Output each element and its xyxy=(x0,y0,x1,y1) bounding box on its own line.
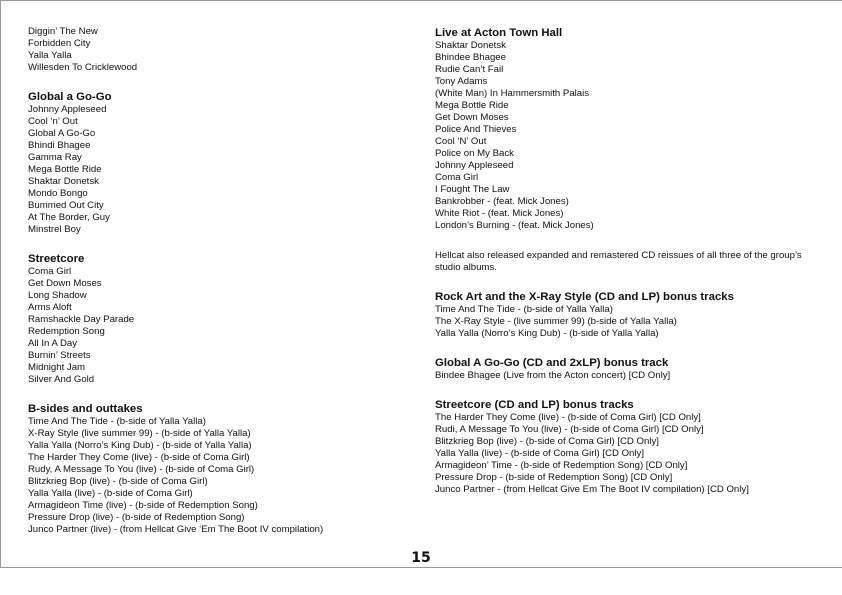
section-heading: Global A Go-Go (CD and 2xLP) bonus track xyxy=(435,357,669,369)
track-item: Midnight Jam xyxy=(28,362,86,373)
track-item: (White Man) In Hammersmith Palais xyxy=(435,88,590,99)
track-item: Blitzkrieg Bop (live) - (b-side of Coma Girl) xyxy=(28,476,208,487)
track-item: Armagideon’ Time - (b-side of Redemption Song) [CD Only] xyxy=(435,460,688,471)
track-section xyxy=(435,356,830,382)
track-list xyxy=(435,304,830,340)
track-section xyxy=(435,398,830,496)
track-item: Johnny Appleseed xyxy=(28,104,107,115)
track-list xyxy=(435,370,830,382)
track-item: Time And The Tide - (b-side of Yalla Yalla) xyxy=(28,416,206,427)
track-item: The X-Ray Style - (live summer 99) (b-side of Yalla Yalla) xyxy=(435,316,677,327)
track-list xyxy=(435,412,830,496)
track-list xyxy=(28,416,423,536)
track-list xyxy=(435,40,830,232)
left-sections xyxy=(28,90,423,536)
track-item: Bhindee Bhagee xyxy=(435,52,506,63)
track-item: Rudi, A Message To You (live) - (b-side of Coma Girl) [CD Only] xyxy=(435,424,704,435)
track-item: At The Border, Guy xyxy=(28,212,110,223)
track-item: Bindee Bhagee (Live from the Acton concert) [CD Only] xyxy=(435,370,671,381)
track-item: Time And The Tide - (b-side of Yalla Yalla) xyxy=(435,304,613,315)
left-column xyxy=(28,26,423,536)
track-item: Mondo Bongo xyxy=(28,188,88,199)
track-item: Pressure Drop (live) - (b-side of Redemption Song) xyxy=(28,512,245,523)
track-item: Redemption Song xyxy=(28,326,105,337)
track-item: Diggin’ The New xyxy=(28,26,98,37)
track-item: Gamma Ray xyxy=(28,152,82,163)
track-item: Yalla Yalla (live) - (b-side of Coma Girl) [CD Only] xyxy=(435,448,644,459)
track-item: Yalla Yalla (Norro’s King Dub) - (b-side of Yalla Yalla) xyxy=(435,328,659,339)
track-item: Yalla Yalla (live) - (b-side of Coma Girl) xyxy=(28,488,193,499)
track-item: Johnny Appleseed xyxy=(435,160,514,171)
track-item: Pressure Drop - (b-side of Redemption Song) [CD Only] xyxy=(435,472,673,483)
track-item: Minstrel Boy xyxy=(28,224,81,235)
track-item: Junco Partner (live) - (from Hellcat Give ‘Em The Boot IV compilation) xyxy=(28,524,324,535)
section-heading: Rock Art and the X-Ray Style (CD and LP) bonus tracks xyxy=(435,291,734,303)
track-item: Yalla Yalla xyxy=(28,50,72,61)
track-item: Cool ‘N’ Out xyxy=(435,136,487,147)
track-item: Tony Adams xyxy=(435,76,488,87)
page-number: 15 xyxy=(411,550,431,566)
track-item: Ramshackle Day Parade xyxy=(28,314,135,325)
track-item: Coma Girl xyxy=(28,266,72,277)
section-heading: Global a Go-Go xyxy=(28,91,112,103)
track-item: Junco Partner - (from Hellcat Give Em The Boot IV compilation) [CD Only] xyxy=(435,484,749,495)
track-item: Long Shadow xyxy=(28,290,87,301)
track-item: Bankrobber - (feat. Mick Jones) xyxy=(435,196,569,207)
track-list xyxy=(28,266,423,386)
track-item: London’s Burning - (feat. Mick Jones) xyxy=(435,220,594,231)
track-item: Forbidden City xyxy=(28,38,91,49)
live-section xyxy=(435,26,830,232)
track-section xyxy=(435,290,830,340)
track-section xyxy=(28,402,423,536)
section-heading: Streetcore xyxy=(28,253,85,265)
track-item: The Harder They Come (live) - (b-side of Coma Girl) xyxy=(28,452,250,463)
track-item: Burnin’ Streets xyxy=(28,350,91,361)
track-item: Shaktar Donetsk xyxy=(435,40,506,51)
track-item: Rudie Can’t Fail xyxy=(435,64,504,75)
track-item: Bhindi Bhagee xyxy=(28,140,91,151)
track-list xyxy=(28,104,423,236)
right-column xyxy=(435,26,830,496)
track-section xyxy=(28,252,423,386)
reissue-note: Hellcat also released expanded and remastered CD reissues of all three of the group’s studio albums. xyxy=(435,250,802,273)
track-item: Silver And Gold xyxy=(28,374,95,385)
intro-track-list xyxy=(28,26,423,74)
track-item: The Harder They Come (live) - (b-side of Coma Girl) [CD Only] xyxy=(435,412,701,423)
track-item: X-Ray Style (live summer 99) - (b-side of Yalla Yalla) xyxy=(28,428,251,439)
section-heading: B-sides and outtakes xyxy=(28,403,143,415)
track-item: Shaktar Donetsk xyxy=(28,176,99,187)
track-item: Global A Go-Go xyxy=(28,128,96,139)
track-item: All In A Day xyxy=(28,338,78,349)
right-sections xyxy=(435,290,830,496)
track-item: Coma Girl xyxy=(435,172,479,183)
track-item: Armagideon Time (live) - (b-side of Redemption Song) xyxy=(28,500,258,511)
track-item: Police on My Back xyxy=(435,148,514,159)
track-item: White Riot - (feat. Mick Jones) xyxy=(435,208,564,219)
track-section xyxy=(28,90,423,236)
track-item: Get Down Moses xyxy=(28,278,102,289)
track-item: Rudy, A Message To You (live) - (b-side of Coma Girl) xyxy=(28,464,255,475)
track-item: Get Down Moses xyxy=(435,112,509,123)
track-item: Blitzkrieg Bop (live) - (b-side of Coma Girl) [CD Only] xyxy=(435,436,659,447)
track-item: Yalla Yalla (Norro’s King Dub) - (b-side of Yalla Yalla) xyxy=(28,440,252,451)
track-item: I Fought The Law xyxy=(435,184,510,195)
track-item: Arms Aloft xyxy=(28,302,72,313)
track-item: Mega Bottle Ride xyxy=(28,164,102,175)
track-item: Bummed Out City xyxy=(28,200,104,211)
section-heading: Live at Acton Town Hall xyxy=(435,27,563,39)
track-item: Cool ‘n’ Out xyxy=(28,116,78,127)
section-heading: Streetcore (CD and LP) bonus tracks xyxy=(435,399,634,411)
track-item: Willesden To Cricklewood xyxy=(28,62,138,73)
track-item: Mega Bottle Ride xyxy=(435,100,509,111)
track-item: Police And Thieves xyxy=(435,124,517,135)
